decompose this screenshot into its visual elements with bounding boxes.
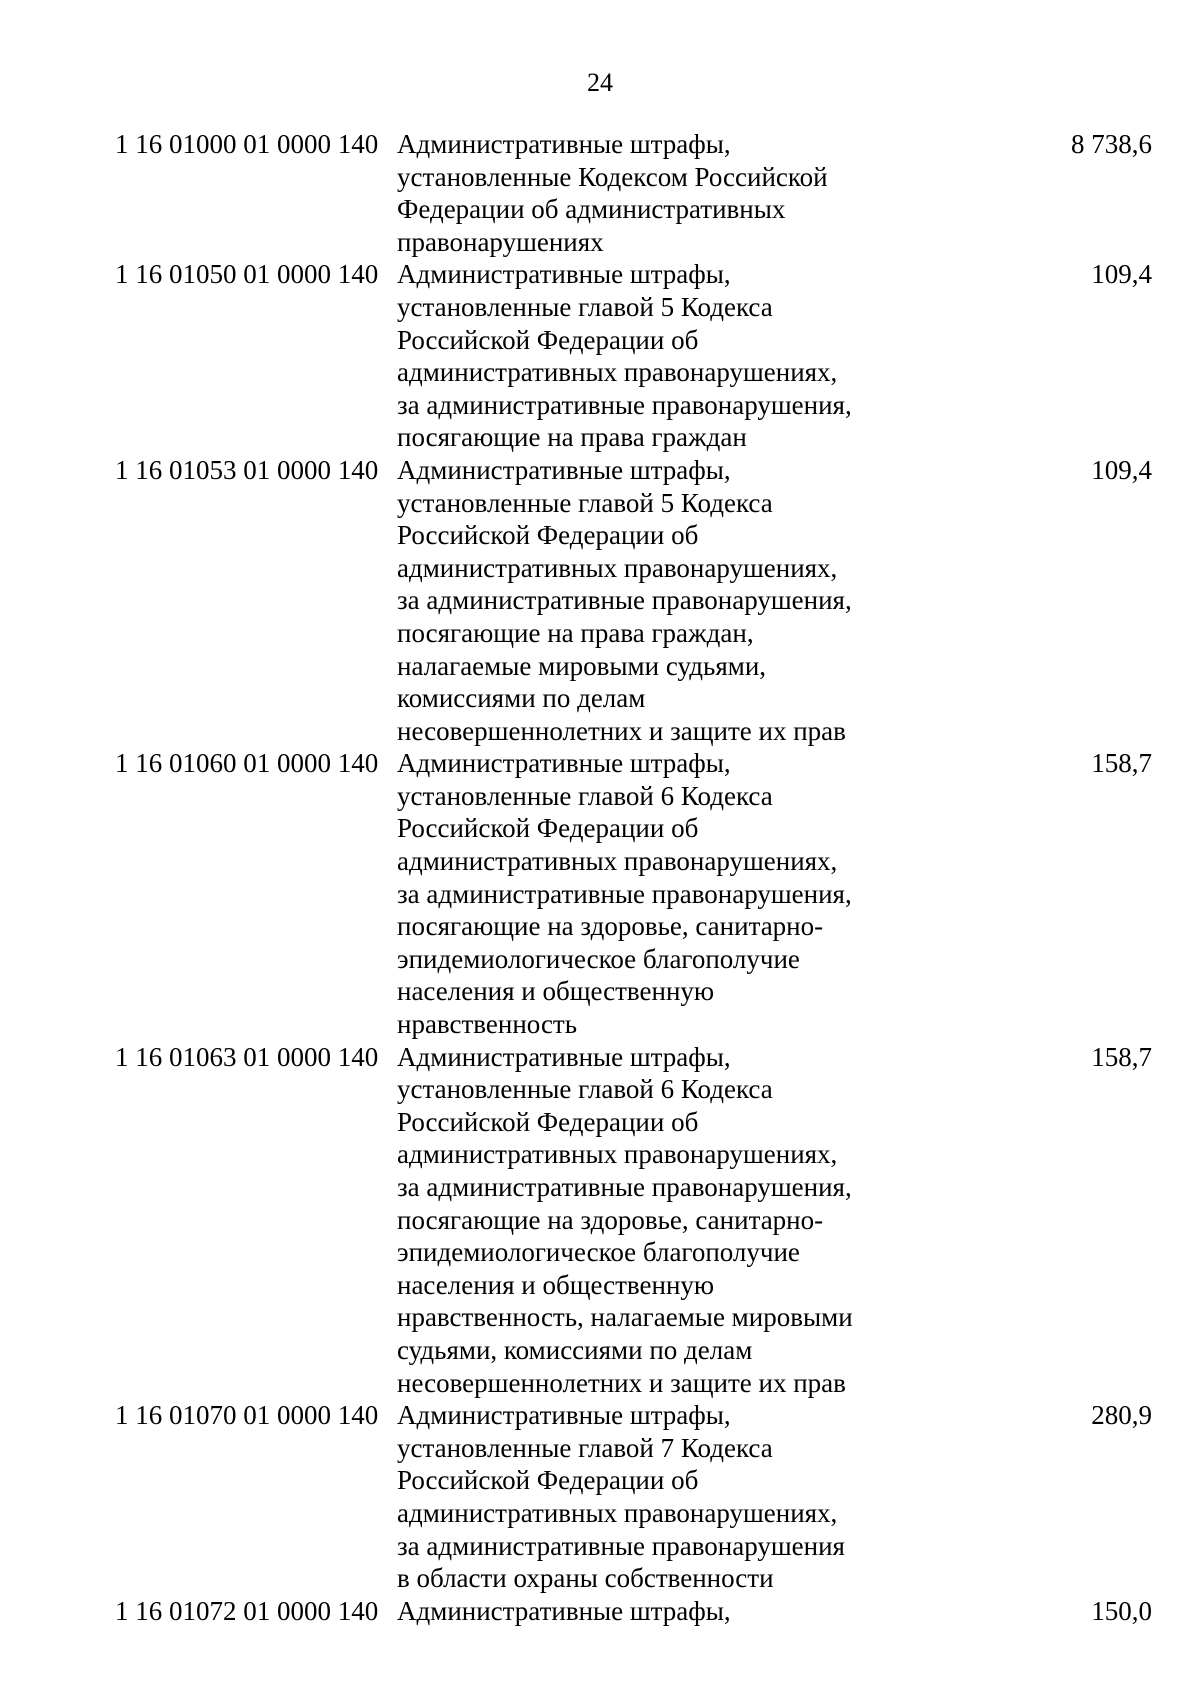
table-row [0,747,1200,1040]
budget-code: 1 16 01050 01 0000 140 [115,259,379,290]
description-line: налагаемые мировыми судьями, [397,650,767,681]
description-line: установленные главой 6 Кодекса [397,1074,773,1105]
row-description [397,1041,957,1400]
table-row [0,454,1200,747]
description-line: за административные правонарушения, [397,585,852,616]
amount: 109,4 [1091,454,1152,485]
amount: 8 738,6 [1071,129,1152,159]
description-line: Федерации об административных [397,194,786,225]
description-line: Административные штрафы, [397,1041,731,1072]
description-line: эпидемиологическое благополучие [397,943,800,974]
table-row [0,1041,1200,1400]
description-line: Российской Федерации об [397,520,699,551]
page-number: 24 [587,68,613,97]
amount: 158,7 [1091,748,1152,779]
description-line: посягающие на права граждан, [397,617,754,648]
description-line: в области охраны собственности [397,1563,774,1594]
description-line: эпидемиологическое благополучие [397,1237,800,1268]
row-description [397,128,957,258]
description-line: Административные штрафы, [397,748,731,779]
description-line: правонарушениях [397,226,604,257]
description-line: за административные правонарушения [397,1530,845,1561]
row-description [397,258,957,454]
table-row [0,1595,1200,1628]
description-line: Российской Федерации об [397,324,699,355]
budget-code: 1 16 01070 01 0000 140 [115,1400,379,1431]
description-line: нравственность, налагаемые мировыми [397,1302,853,1333]
description-line: Российской Федерации об [397,813,699,844]
row-description [397,1595,957,1628]
description-line: посягающие на здоровье, санитарно- [397,911,824,942]
amount: 109,4 [1091,259,1152,290]
description-line: административных правонарушениях, [397,846,838,877]
description-line: установленные главой 6 Кодекса [397,780,773,811]
description-line: за административные правонарушения, [397,1172,852,1202]
description-line: Российской Федерации об [397,1106,699,1137]
description-line: административных правонарушениях, [397,1139,838,1170]
description-line: населения и общественную [397,976,715,1007]
description-line: Административные штрафы, [397,259,731,290]
description-line: административных правонарушениях, [397,552,838,583]
budget-table [0,128,1200,1627]
description-line: судьями, комиссиями по делам [397,1334,753,1365]
budget-code: 1 16 01053 01 0000 140 [115,454,379,485]
description-line: несовершеннолетних и защите их прав [397,715,846,746]
row-description [397,454,957,747]
amount: 280,9 [1091,1400,1152,1431]
description-line: установленные главой 5 Кодекса [397,487,773,518]
description-line: Административные штрафы, [397,129,731,159]
row-description [397,747,957,1040]
description-line: населения и общественную [397,1269,715,1300]
amount: 158,7 [1091,1041,1152,1072]
budget-code: 1 16 01060 01 0000 140 [115,748,379,779]
description-line: нравственность [397,1009,578,1040]
description-line: за административные правонарушения, [397,389,852,420]
budget-code: 1 16 01000 01 0000 140 [115,129,379,159]
description-line: административных правонарушениях, [397,357,838,388]
row-description [397,1399,957,1595]
description-line: за административные правонарушения, [397,878,852,909]
description-line: несовершеннолетних и защите их прав [397,1367,846,1398]
budget-code: 1 16 01063 01 0000 140 [115,1041,379,1072]
description-line: установленные главой 5 Кодекса [397,291,773,322]
budget-code: 1 16 01072 01 0000 140 [115,1595,379,1626]
description-line: Административные штрафы, [397,1400,731,1431]
description-line: Административные штрафы, [397,454,731,485]
description-line: установленные главой 7 Кодекса [397,1432,773,1463]
description-line: административных правонарушениях, [397,1497,838,1528]
description-line: установленные Кодексом Российской [397,161,828,192]
amount: 150,0 [1091,1595,1152,1626]
table-row [0,128,1200,258]
description-line: посягающие на здоровье, санитарно- [397,1204,824,1235]
table-row [0,1399,1200,1595]
description-line: Административные штрафы, [397,1595,731,1626]
description-line: посягающие на права граждан [397,422,747,453]
description-line: Российской Федерации об [397,1465,699,1496]
description-line: комиссиями по делам [397,683,646,714]
table-row [0,258,1200,454]
